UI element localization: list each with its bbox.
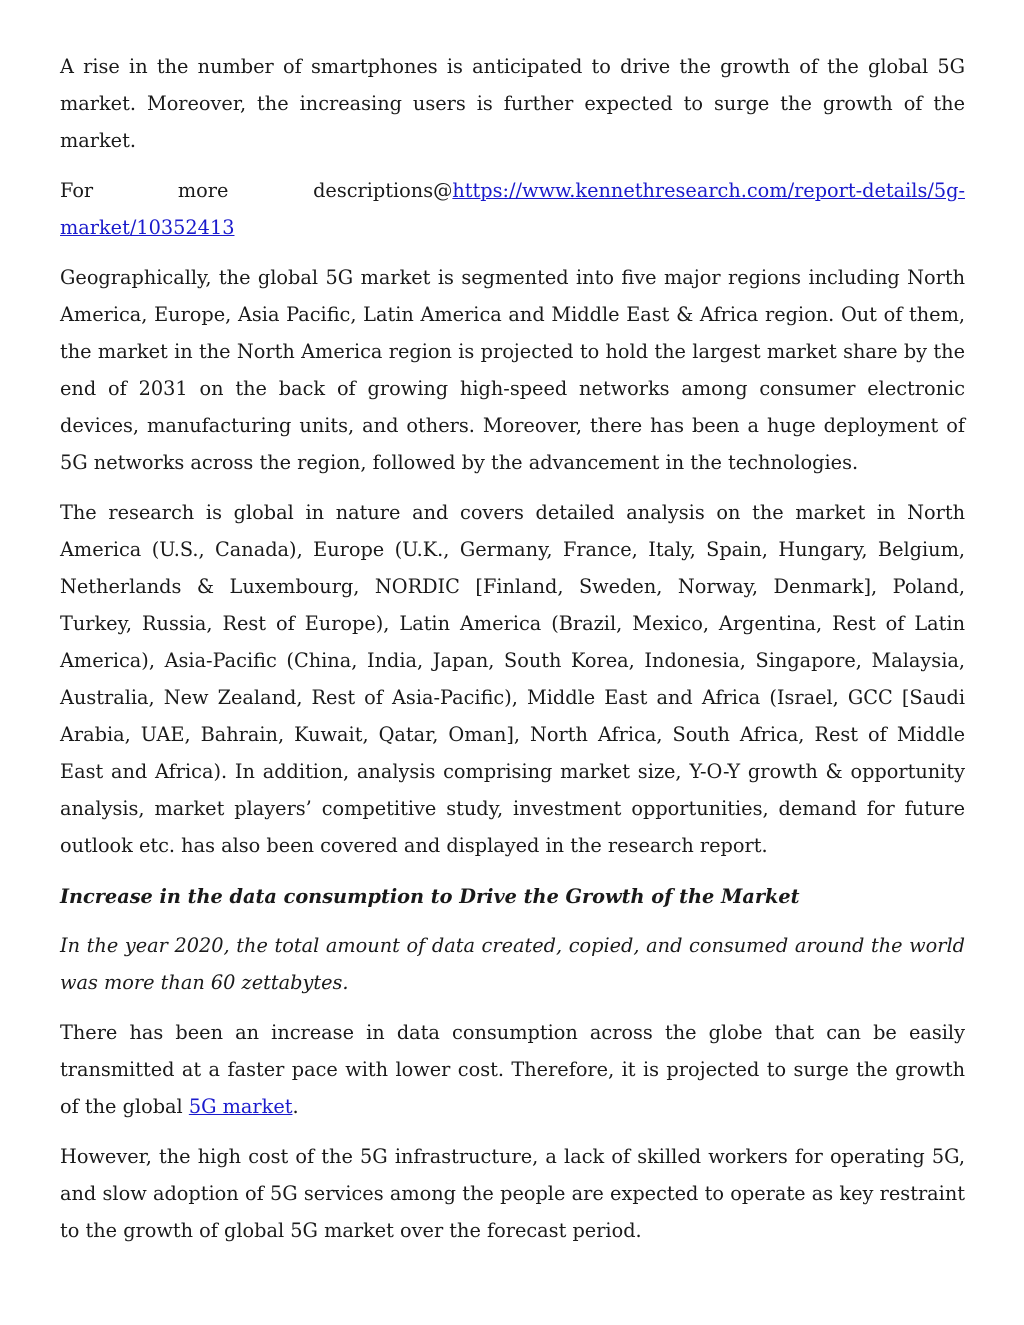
for-word: For <box>60 179 94 202</box>
report-link-part1[interactable]: https://www.kennethresearch.com/report-details/5g- <box>452 179 965 202</box>
more-descriptions-line <box>60 172 965 209</box>
more-word: more <box>177 179 229 202</box>
data-consumption-text: There has been an increase in data consumption across the globe that can be easily transmitted at a faster pace with lower cost. Therefore, it is projected to surge the growth of the global <box>60 1021 965 1118</box>
document-page <box>60 48 965 1262</box>
paragraph-data-consumption <box>60 1014 965 1125</box>
report-link-part2[interactable]: market/10352413 <box>60 216 235 239</box>
paragraph-restraints: However, the high cost of the 5G infrastructure, a lack of skilled workers for operating 5G, and slow adoption of 5G services among the people are expected to operate as key restraint to the growth of global 5G market over the forecast period. <box>60 1145 965 1242</box>
paragraph-intro: A rise in the number of smartphones is anticipated to drive the growth of the global 5G market. Moreover, the increasing users is further expected to surge the growth of the market. <box>60 55 965 152</box>
descriptions-with-link <box>313 172 965 209</box>
paragraph-geography: Geographically, the global 5G market is segmented into five major regions including North America, Europe, Asia Pacific, Latin America and Middle East & Africa region. Out of them, the market in the North America region is projected to hold the largest market share by the end of 2031 on the back of growing high-speed networks among consumer electronic devices, manufacturing units, and others. Moreover, there has been a huge deployment of 5G networks across the region, followed by the advancement in the technologies. <box>60 266 965 474</box>
paragraph-research-coverage: The research is global in nature and covers detailed analysis on the market in North America (U.S., Canada), Europe (U.K., Germany, France, Italy, Spain, Hungary, Belgium, Netherlands & Luxembourg, NORDIC [Finland, Sweden, Norway, Denmark], Poland, Turkey, Russia, Rest of Europe), Latin America (Brazil, Mexico, Argentina, Rest of Latin America), Asia-Pacific (China, India, Japan, South Korea, Indonesia, Singapore, Malaysia, Australia, New Zealand, Rest of Asia-Pacific), Middle East and Africa (Israel, GCC [Saudi Arabia, UAE, Bahrain, Kuwait, Qatar, Oman], North Africa, South Africa, Rest of Middle East and Africa). In addition, analysis comprising market size, Y-O-Y growth & opportunity analysis, market players’ competitive study, investment opportunities, demand for future outlook etc. has also been covered and displayed in the research report. <box>60 501 965 857</box>
descriptions-prefix: descriptions@ <box>313 179 453 202</box>
5g-market-link[interactable]: 5G market <box>188 1095 293 1118</box>
section-heading: Increase in the data consumption to Drive the Growth of the Market <box>60 885 800 908</box>
italic-statistic: In the year 2020, the total amount of data created, copied, and consumed around the world was more than 60 zettabytes. <box>60 934 965 994</box>
period: . <box>292 1095 299 1118</box>
more-descriptions-paragraph <box>60 172 965 246</box>
